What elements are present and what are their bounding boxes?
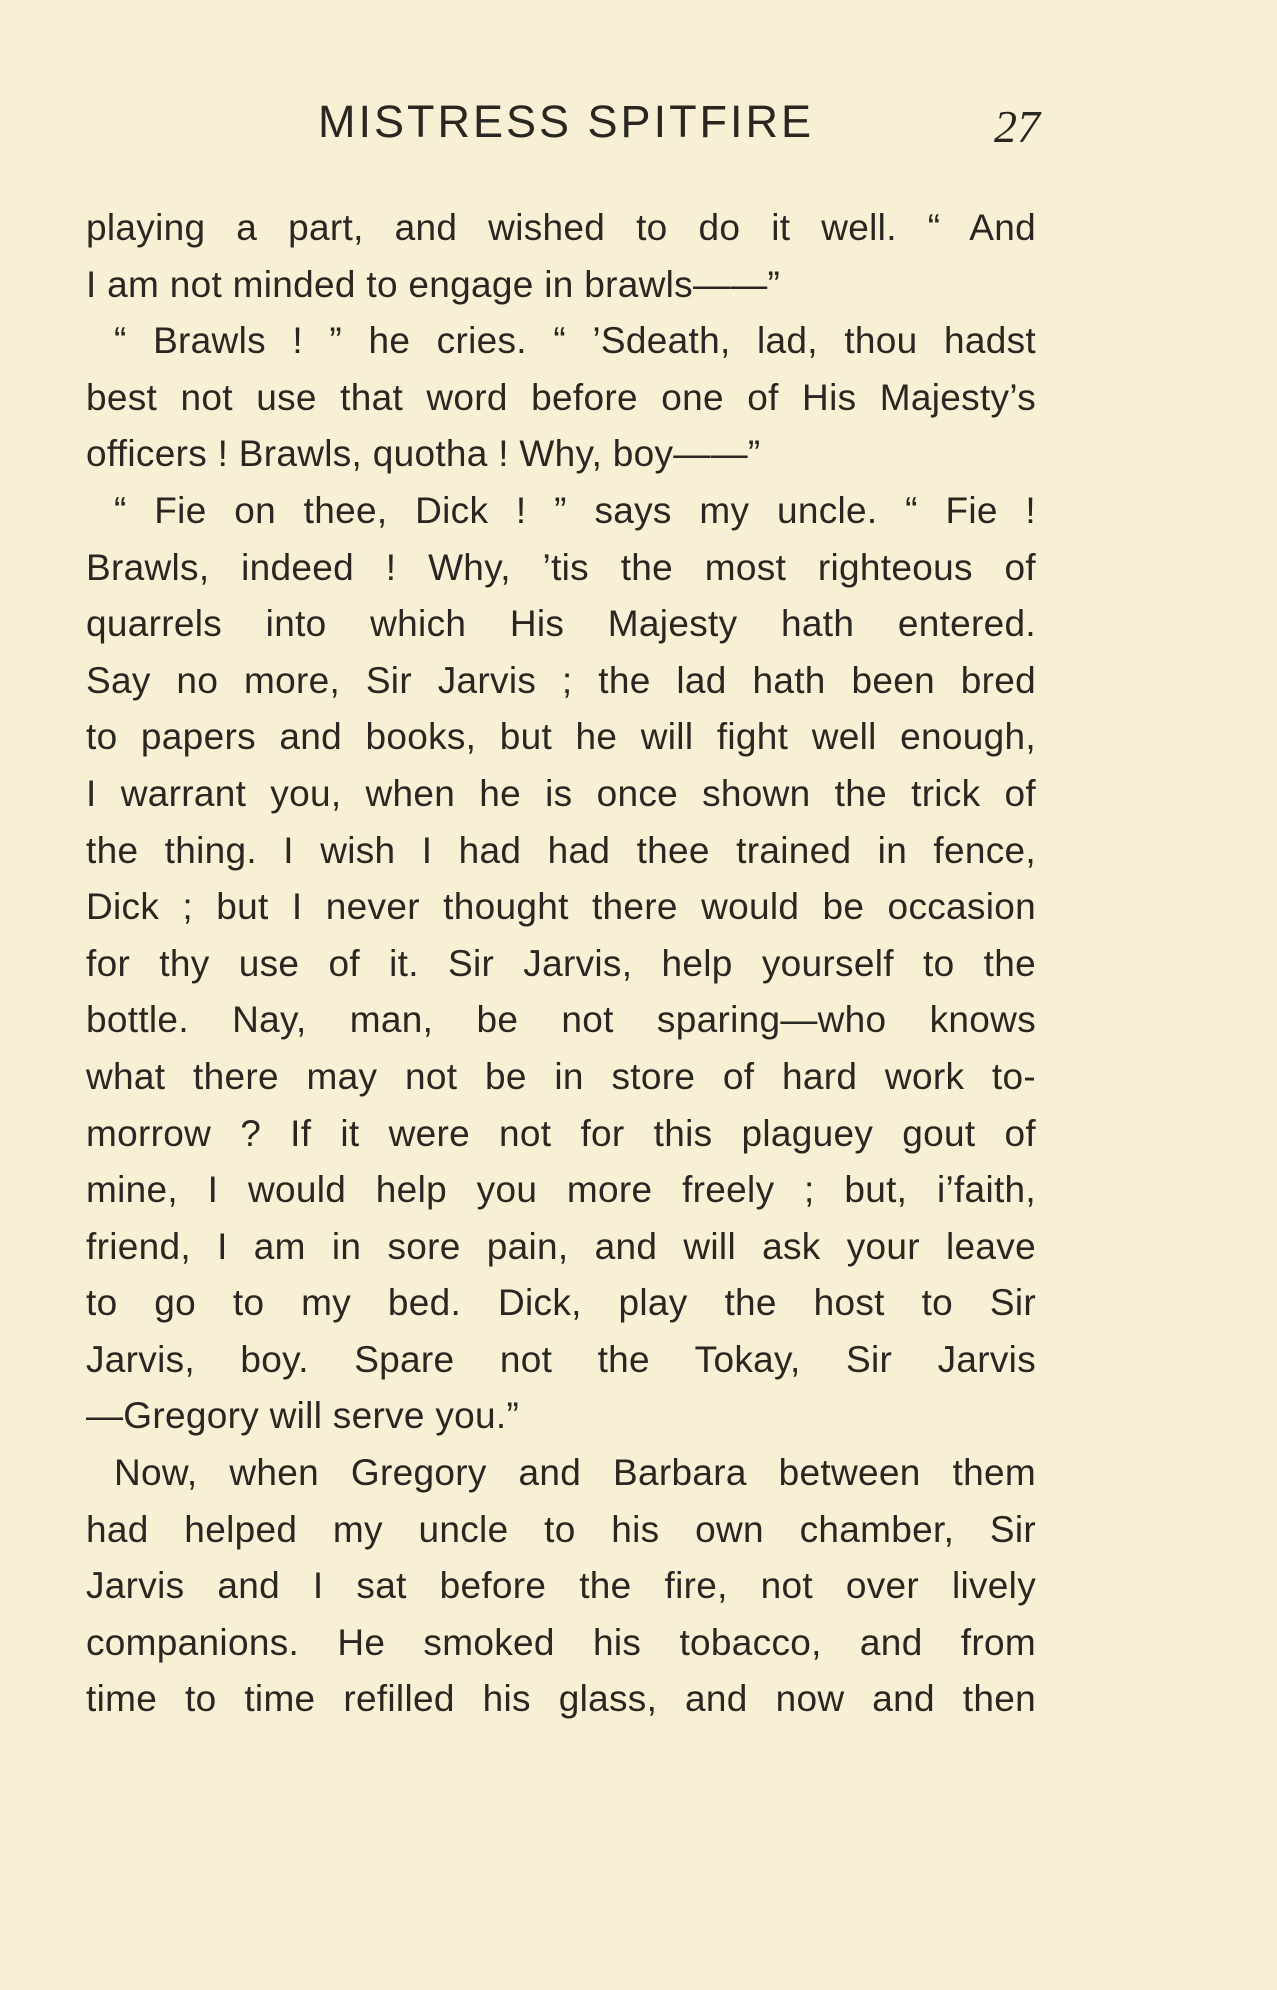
running-title: MISTRESS SPITFIRE [318,96,815,147]
text-line: quarrels into which His Majesty hath entered. [86,603,1036,645]
text-line: companions. He smoked his tobacco, and from [86,1621,1036,1663]
text-line: “ Fie on thee, Dick ! ” says my uncle. “ Fie ! [114,489,1036,531]
text-line: the thing. I wish I had had thee trained in fence, [86,829,1036,871]
text-line: what there may not be in store of hard work to- [86,1055,1036,1097]
text-line: Jarvis and I sat before the fire, not over lively [86,1565,1036,1607]
text-line: I warrant you, when he is once shown the trick of [86,772,1036,814]
text-line: to go to my bed. Dick, play the host to Sir [86,1282,1036,1324]
text-line: Say no more, Sir Jarvis ; the lad hath been bred [86,659,1036,701]
text-line: time to time refilled his glass, and now and then [86,1678,1036,1720]
text-line: best not use that word before one of His Majesty’s [86,376,1036,418]
text-line: officers ! Brawls, quotha ! Why, boy——” [86,433,761,475]
body-text [86,200,1036,1728]
text-line: friend, I am in sore pain, and will ask your leave [86,1225,1036,1267]
text-line: Dick ; but I never thought there would be occasion [86,886,1036,928]
text-line: for thy use of it. Sir Jarvis, help yourself to the [86,942,1036,984]
text-line: had helped my uncle to his own chamber, Sir [86,1508,1036,1550]
text-line: Brawls, indeed ! Why, ’tis the most righteous of [86,546,1036,588]
text-line: mine, I would help you more freely ; but, i’faith, [86,1169,1036,1211]
text-line: “ Brawls ! ” he cries. “ ’Sdeath, lad, thou hadst [114,320,1036,362]
text-line: Jarvis, boy. Spare not the Tokay, Sir Jarvis [86,1338,1036,1380]
text-line: bottle. Nay, man, be not sparing—who knows [86,999,1036,1041]
running-head [0,96,1277,156]
page-number: 27 [994,101,1040,152]
text-line: playing a part, and wished to do it well. “ And [86,207,1036,248]
text-line: to papers and books, but he will fight well enough, [86,716,1036,758]
text-line: morrow ? If it were not for this plaguey gout of [86,1112,1036,1154]
text-line: —Gregory will serve you.” [86,1395,520,1437]
text-line: Now, when Gregory and Barbara between them [114,1452,1036,1494]
text-line: I am not minded to engage in brawls——” [86,263,781,305]
